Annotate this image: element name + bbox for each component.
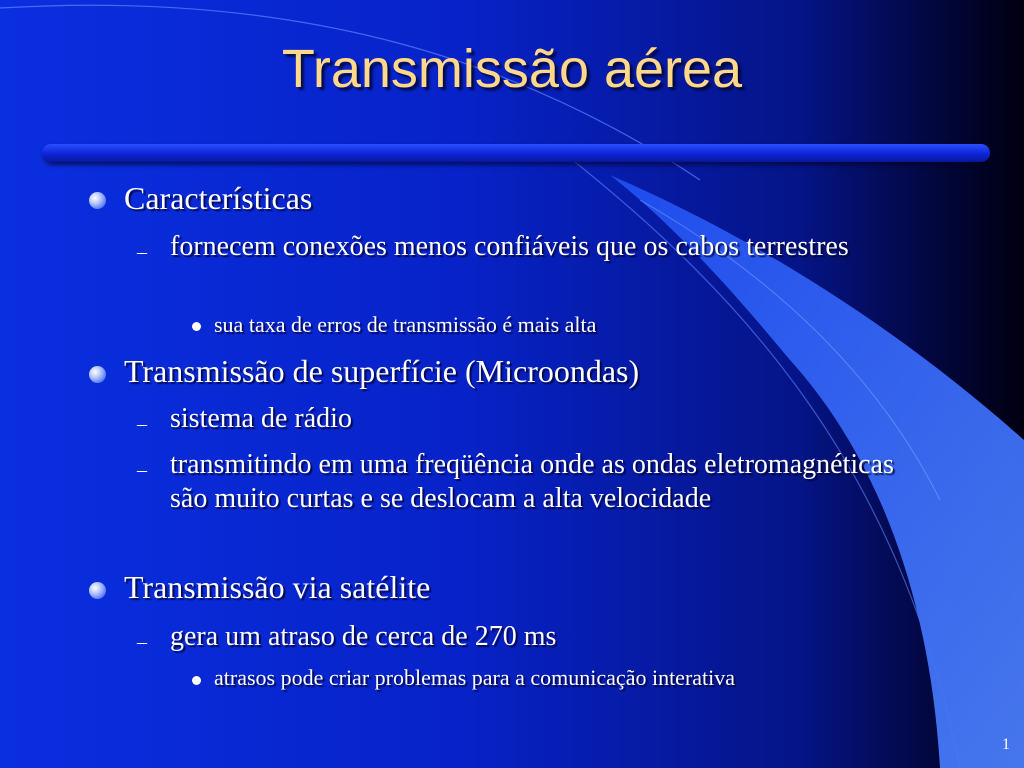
bullet-level2: fornecem conexões menos confiáveis que os cabos terrestres xyxy=(170,231,849,262)
bullet-level2: transmitindo em uma freqüência onde as ondas eletromagnéticas são muito curtas e se deslocam a alta velocidade xyxy=(170,449,894,514)
dash-icon: – xyxy=(137,241,147,263)
bullet-level3: atrasos pode criar problemas para a comunicação interativa xyxy=(214,665,736,690)
bullet-level1: Transmissão via satélite xyxy=(124,569,431,605)
bullet-level1: Características xyxy=(124,180,313,216)
dash-icon: – xyxy=(137,459,147,481)
bullet-icon xyxy=(89,192,106,209)
bullet-icon xyxy=(192,322,201,331)
bullet-icon xyxy=(192,676,201,685)
bullet-icon xyxy=(89,582,106,599)
bullet-level2: gera um atraso de cerca de 270 ms xyxy=(170,621,557,652)
bullet-level3: sua taxa de erros de transmissão é mais alta xyxy=(214,312,597,337)
slide-title: Transmissão aérea xyxy=(281,39,743,99)
dash-icon: – xyxy=(137,631,147,653)
bullet-icon xyxy=(89,366,106,383)
bullet-level2: sistema de rádio xyxy=(170,403,352,434)
bullet-level1: Transmissão de superfície (Microondas) xyxy=(124,353,640,389)
dash-icon: – xyxy=(137,413,147,435)
page-number: 1 xyxy=(1002,736,1010,753)
